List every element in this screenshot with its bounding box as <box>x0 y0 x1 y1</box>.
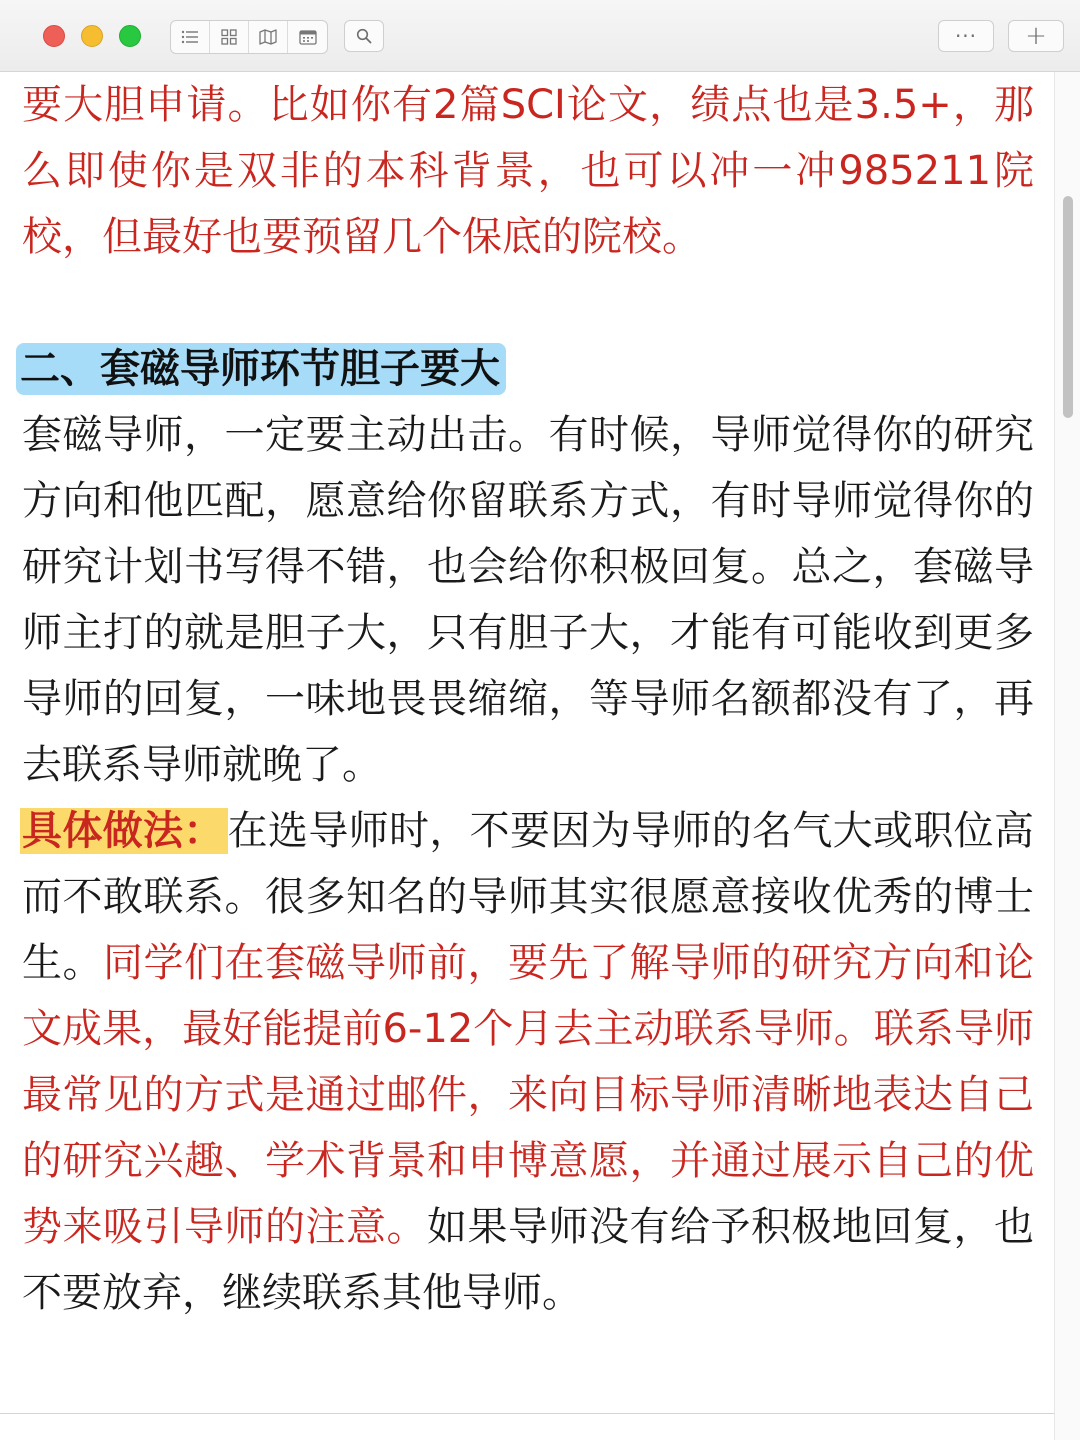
paragraph-line <box>22 1194 1034 1260</box>
highlighted-text: 势来吸引导师的注意。 <box>22 1204 427 1250</box>
paragraph-text: 生。 <box>22 940 103 986</box>
document-body <box>22 72 1034 1326</box>
close-window-button[interactable] <box>43 25 65 47</box>
paragraph-line: 师主打的就是胆子大，只有胆子大，才能有可能收到更多 <box>22 610 1034 656</box>
calendar-icon <box>299 29 317 45</box>
list-icon <box>181 30 199 44</box>
scrollbar-thumb[interactable] <box>1063 196 1073 418</box>
maximize-window-button[interactable] <box>119 25 141 47</box>
intro-line: 校，但最好也要预留几个保底的院校。 <box>22 214 702 260</box>
paragraph-line: 而不敢联系。很多知名的导师其实很愿意接收优秀的博士 <box>22 874 1034 920</box>
paragraph-line: 套磁导师，一定要主动出击。有时候，导师觉得你的研究 <box>22 412 1034 458</box>
search-icon <box>356 28 372 44</box>
section-heading: 二、套磁导师环节胆子要大 <box>16 343 506 395</box>
paragraph-line: 的研究兴趣、学术背景和申博意愿，并通过展示自己的优 <box>22 1138 1034 1184</box>
section-heading-row <box>22 336 1034 402</box>
paragraph-line: 去联系导师就晚了。 <box>22 742 382 788</box>
add-button[interactable]: + <box>1008 20 1064 52</box>
spacer <box>22 270 1034 336</box>
paragraph-line: 方向和他匹配，愿意给你留联系方式，有时导师觉得你的 <box>22 478 1034 524</box>
paragraph-line: 文成果，最好能提前6-12个月去主动联系导师。联系导师 <box>22 1006 1034 1052</box>
grid-view-button[interactable] <box>210 21 249 53</box>
map-icon <box>259 29 277 45</box>
paragraph-line: 研究计划书写得不错，也会给你积极回复。总之，套磁导 <box>22 544 1034 590</box>
minimize-window-button[interactable] <box>81 25 103 47</box>
grid-icon <box>221 29 237 45</box>
paragraph-line: 导师的回复，一味地畏畏缩缩，等导师名额都没有了，再 <box>22 676 1034 722</box>
paragraph-line: 不要放弃，继续联系其他导师。 <box>22 1270 582 1316</box>
method-tag: 具体做法： <box>20 808 228 854</box>
vertical-scrollbar[interactable] <box>1054 72 1080 1440</box>
paragraph-line <box>22 930 1034 996</box>
intro-line: 么即使你是双非的本科背景，也可以冲一冲985211院 <box>22 148 1034 194</box>
bottom-divider <box>0 1413 1054 1414</box>
paragraph-text: 如果导师没有给予积极地回复，也 <box>427 1204 1034 1250</box>
intro-line: 要大胆申请。比如你有2篇SCI论文，绩点也是3.5+，那 <box>22 82 1034 128</box>
title-bar <box>0 0 1080 72</box>
search-button[interactable] <box>344 20 384 52</box>
map-view-button[interactable] <box>249 21 288 53</box>
list-view-button[interactable] <box>171 21 210 53</box>
more-options-button[interactable]: ··· <box>938 20 994 52</box>
view-mode-segmented-control <box>170 20 328 54</box>
calendar-view-button[interactable] <box>288 21 327 53</box>
paragraph-text: 在选导师时，不要因为导师的名气大或职位高 <box>227 808 1035 854</box>
paragraph-line <box>22 798 1034 864</box>
paragraph-line: 最常见的方式是通过邮件，来向目标导师清晰地表达自己 <box>22 1072 1034 1118</box>
highlighted-text: 同学们在套磁导师前，要先了解导师的研究方向和论 <box>103 940 1034 986</box>
